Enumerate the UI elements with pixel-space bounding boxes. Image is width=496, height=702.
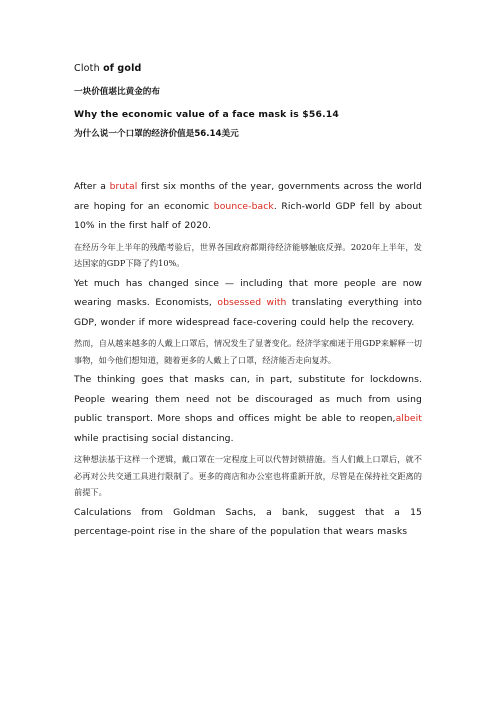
header-word-of: of (103, 63, 115, 74)
paragraph-4-en: Calculations from Goldman Sachs, a bank, suggest that a 15 percentage-point rise in the share of the population that wears masks (74, 506, 422, 537)
paragraph-1-en (74, 177, 422, 236)
paragraph-2-en (74, 274, 422, 333)
highlight-albeit: albeit (395, 413, 422, 424)
chinese-subtitle: 为什么说一个口罩的经济价值是56.14美元 (74, 129, 239, 139)
english-subtitle: Why the economic value of a face mask is $56.14 (74, 109, 339, 120)
highlight-brutal: brutal (109, 181, 138, 192)
header-word-gold: gold (117, 63, 142, 74)
text-run: After a (74, 181, 110, 192)
highlight-bounce-back: bounce-back (213, 200, 274, 212)
article (74, 62, 422, 542)
paragraph-3-zh: 这种想法基于这样一个逻辑，戴口罩在一定程度上可以代替封锁措施。当人们戴上口罩后，就不必再对公共交通工具进行限制了。更多的商店和办公室也将重新开放，尽管是在保持社交距离的前提下。 (74, 454, 422, 497)
highlight-obsessed-with: obsessed with (217, 297, 287, 308)
article-header (74, 62, 422, 75)
text-run: The thinking goes that masks can, in part, substitute for lockdowns. People wearing them need not be discouraged as much from using public transport. More shops and offices might be able to reopen, (74, 374, 422, 424)
paragraph-3-en (74, 370, 422, 448)
text-run: while practising social distancing. (74, 432, 234, 444)
paragraph-1-zh: 在经历今年上半年的残酷考验后，世界各国政府都期待经济能够触底反弹。2020年上半年，发达国家的GDP下降了约10%。 (74, 241, 422, 268)
paragraph-2-zh: 然而，自从越来越多的人戴上口罩后，情况发生了显著变化。经济学家痴迷于用GDP来解释一切事物，如今他们想知道，随着更多的人戴上了口罩，经济能否走向复苏。 (74, 338, 422, 365)
text-run: translating everything into GDP, wonder if more widespread face-covering could help the recovery. (74, 297, 423, 328)
header-word-cloth: Cloth (74, 63, 100, 74)
chinese-title: 一块价值堪比黄金的布 (74, 87, 160, 97)
text-run: first six months of the year, governments across the world are hoping for an economic (74, 181, 422, 212)
text-run: . Rich-world GDP fell by about 10% in the first half of 2020. (74, 200, 422, 231)
text-run: Yet much has changed since — including that more people are now wearing masks. Economists, (74, 277, 422, 308)
